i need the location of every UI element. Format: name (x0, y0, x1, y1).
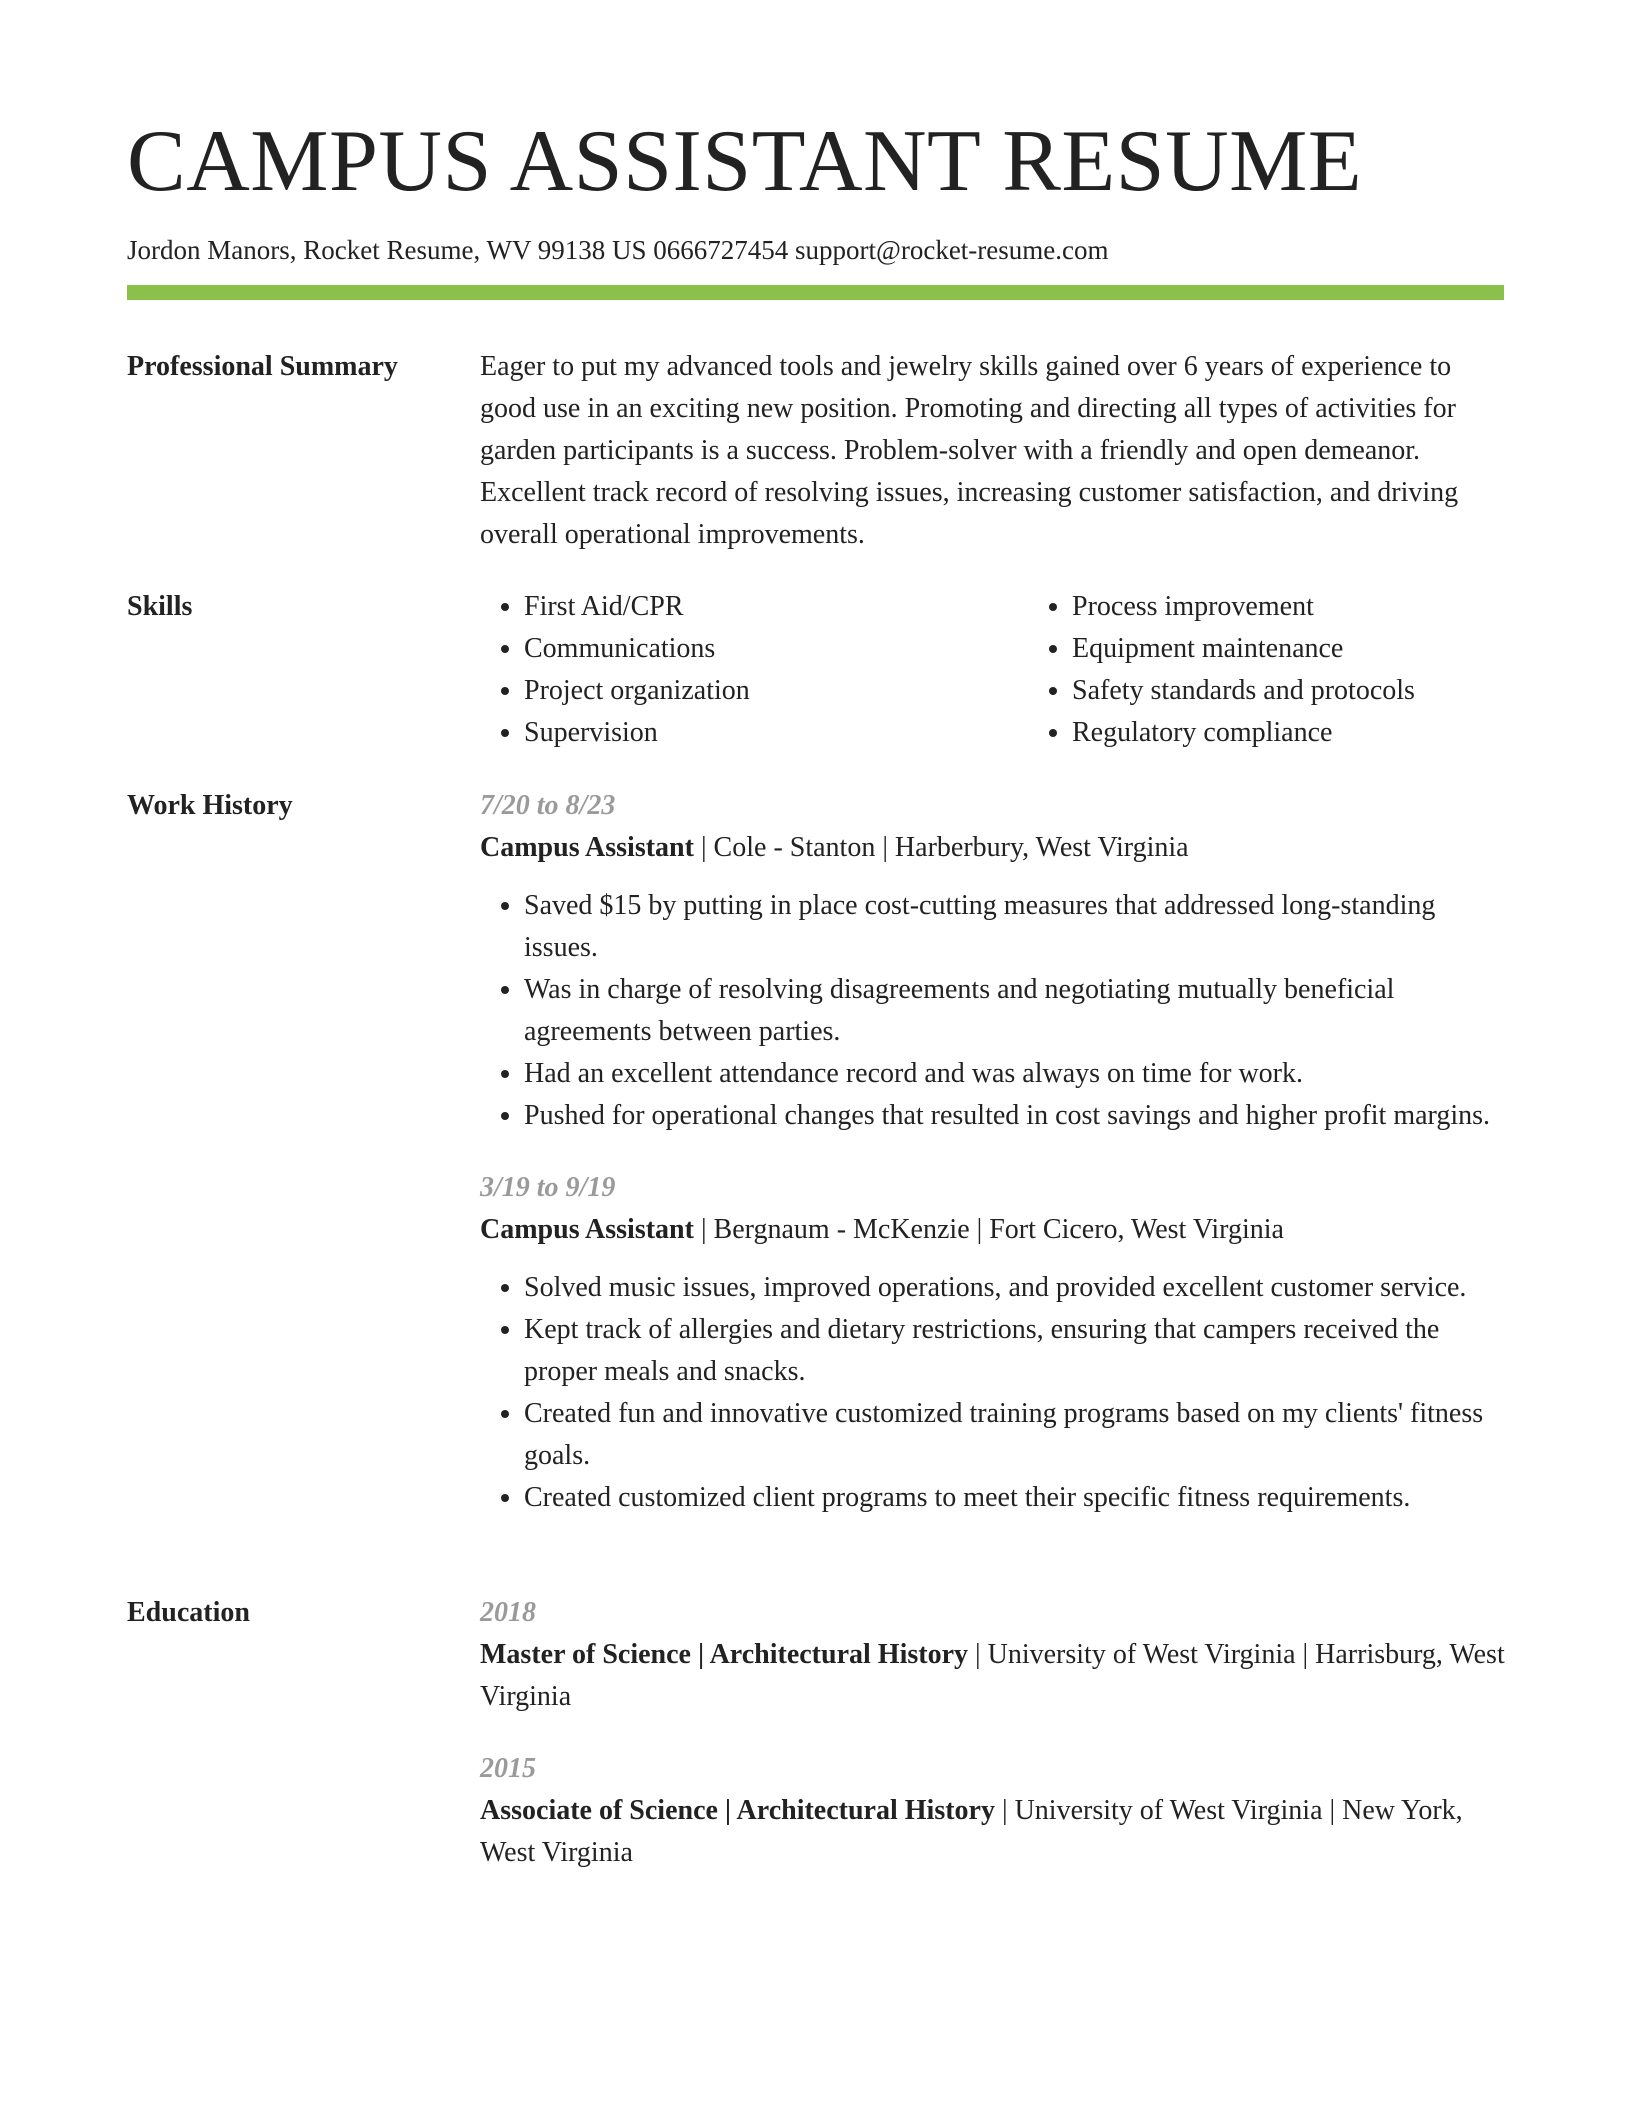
skill-item: • Supervision (524, 712, 1028, 754)
skill-item: • Project organization (524, 670, 1028, 712)
skill-item: • Safety standards and protocols (1072, 670, 1576, 712)
job-heading (480, 827, 1505, 869)
education-heading (480, 1790, 1505, 1874)
summary-text: Eager to put my advanced tools and jewelry skills gained over 6 years of experience to good use in an exciting new position. Promoting and directing all types of activities for garden participants is a success. Problem-solver with a friendly and open demeanor. Excellent track record of resolving issues, increasing customer satisfaction, and driving overall operational improvements. (480, 351, 1459, 550)
summary-section (480, 346, 1505, 556)
job-details: | Bergnaum - McKenzie | Fort Cicero, West Virginia (693, 1214, 1284, 1245)
section-label-work: Work History (127, 790, 293, 821)
job-bullet: • Was in charge of resolving disagreements and negotiating mutually beneficial agreements between parties. (524, 969, 1505, 1053)
skill-item: • Equipment maintenance (1072, 628, 1576, 670)
skills-list-left (480, 586, 1028, 754)
skill-item: • First Aid/CPR (524, 586, 1028, 628)
section-label-skills: Skills (127, 591, 193, 622)
job-bullets (480, 885, 1505, 1137)
work-history-section (480, 785, 1505, 1549)
skill-item: • Communications (524, 628, 1028, 670)
job-details: | Cole - Stanton | Harberbury, West Virginia (693, 832, 1189, 863)
job-dates: 7/20 to 8/23 (480, 790, 616, 821)
resume-title: CAMPUS ASSISTANT RESUME (127, 113, 1363, 210)
contact-line: Jordon Manors, Rocket Resume, WV 99138 US 0666727454 support@rocket-resume.com (127, 235, 1109, 265)
education-details: | University of West Virginia | Harrisburg, West Virginia (480, 1639, 1505, 1712)
job-bullet: • Solved music issues, improved operations, and provided excellent customer service. (524, 1267, 1505, 1309)
job-heading (480, 1209, 1505, 1251)
job-entry (480, 785, 1505, 1137)
education-year: 2018 (480, 1597, 536, 1628)
job-title: Campus Assistant (480, 1214, 694, 1245)
education-degree: Associate of Science | Architectural History (480, 1795, 995, 1826)
job-dates: 3/19 to 9/19 (480, 1172, 616, 1203)
section-label-summary: Professional Summary (127, 351, 398, 382)
skills-list-right (1028, 586, 1576, 754)
skill-item: • Process improvement (1072, 586, 1576, 628)
skills-section (480, 586, 1505, 754)
education-section (480, 1592, 1505, 1904)
education-year: 2015 (480, 1753, 536, 1784)
education-entry (480, 1748, 1505, 1874)
skill-item: • Regulatory compliance (1072, 712, 1576, 754)
job-bullet: • Saved $15 by putting in place cost-cutting measures that addressed long-standing issues. (524, 885, 1505, 969)
education-entry (480, 1592, 1505, 1718)
education-heading (480, 1634, 1505, 1718)
education-degree: Master of Science | Architectural History (480, 1639, 968, 1670)
section-label-education: Education (127, 1597, 250, 1628)
job-bullet: • Pushed for operational changes that resulted in cost savings and higher profit margins. (524, 1095, 1505, 1137)
job-bullet: • Created customized client programs to meet their specific fitness requirements. (524, 1477, 1505, 1519)
accent-divider (127, 285, 1504, 300)
job-bullet: • Kept track of allergies and dietary restrictions, ensuring that campers received the proper meals and snacks. (524, 1309, 1505, 1393)
job-bullets (480, 1267, 1505, 1519)
job-title: Campus Assistant (480, 832, 694, 863)
job-entry (480, 1167, 1505, 1519)
job-bullet: • Created fun and innovative customized training programs based on my clients' fitness goals. (524, 1393, 1505, 1477)
education-details: | University of West Virginia | New York, West Virginia (480, 1795, 1463, 1868)
job-bullet: • Had an excellent attendance record and was always on time for work. (524, 1053, 1505, 1095)
